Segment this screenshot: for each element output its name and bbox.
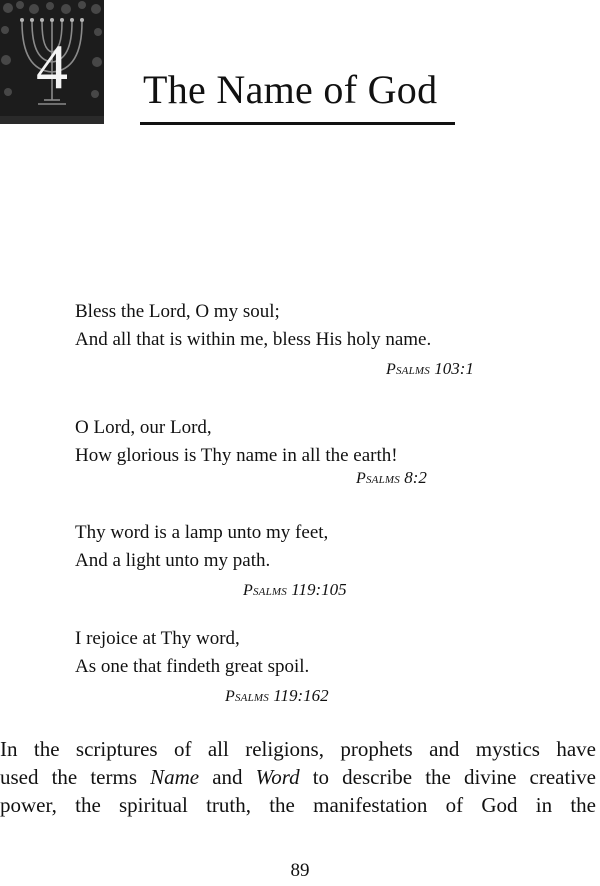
quote-line: Thy word is a lamp unto my feet, [75, 522, 329, 543]
citation-reference: 119:162 [273, 686, 329, 705]
epigraph-quote [75, 625, 309, 681]
paragraph-line: In the scriptures of all religions, prophets and mystics have [0, 737, 596, 761]
emphasis-word: Word [255, 765, 300, 789]
citation-book: Psalms [356, 470, 400, 487]
chapter-emblem [0, 0, 104, 124]
quote-citation [356, 468, 427, 488]
paragraph-line: power, the spiritual truth, the manifestation of God in the [0, 793, 596, 817]
citation-book: Psalms [225, 688, 269, 705]
chapter-number: 4 [36, 31, 68, 102]
chapter-title: The Name of God [143, 67, 438, 112]
citation-reference: 103:1 [434, 359, 474, 378]
quote-citation [225, 686, 329, 706]
quote-citation [243, 580, 347, 600]
citation-book: Psalms [386, 361, 430, 378]
emphasis-name: Name [150, 765, 200, 789]
title-underline [140, 122, 455, 125]
citation-reference: 8:2 [404, 468, 427, 487]
paragraph-line: used the terms Name and Word to describe the divine creative [0, 765, 596, 789]
quote-line: And a light unto my path. [75, 550, 271, 571]
citation-reference: 119:105 [291, 580, 347, 599]
quote-line: And all that is within me, bless His holy name. [75, 329, 432, 350]
citation-book: Psalms [243, 582, 287, 599]
quote-line: I rejoice at Thy word, [75, 628, 240, 649]
epigraph-quote [75, 414, 398, 470]
quote-line: Bless the Lord, O my soul; [75, 301, 280, 322]
epigraph-quote [75, 519, 328, 575]
quote-line: O Lord, our Lord, [75, 417, 212, 438]
quote-line: How glorious is Thy name in all the earth! [75, 445, 398, 466]
quote-citation [386, 359, 474, 379]
body-paragraph [0, 735, 596, 819]
epigraph-quote [75, 298, 431, 354]
page-number: 89 [290, 860, 310, 881]
quote-line: As one that findeth great spoil. [75, 656, 310, 677]
